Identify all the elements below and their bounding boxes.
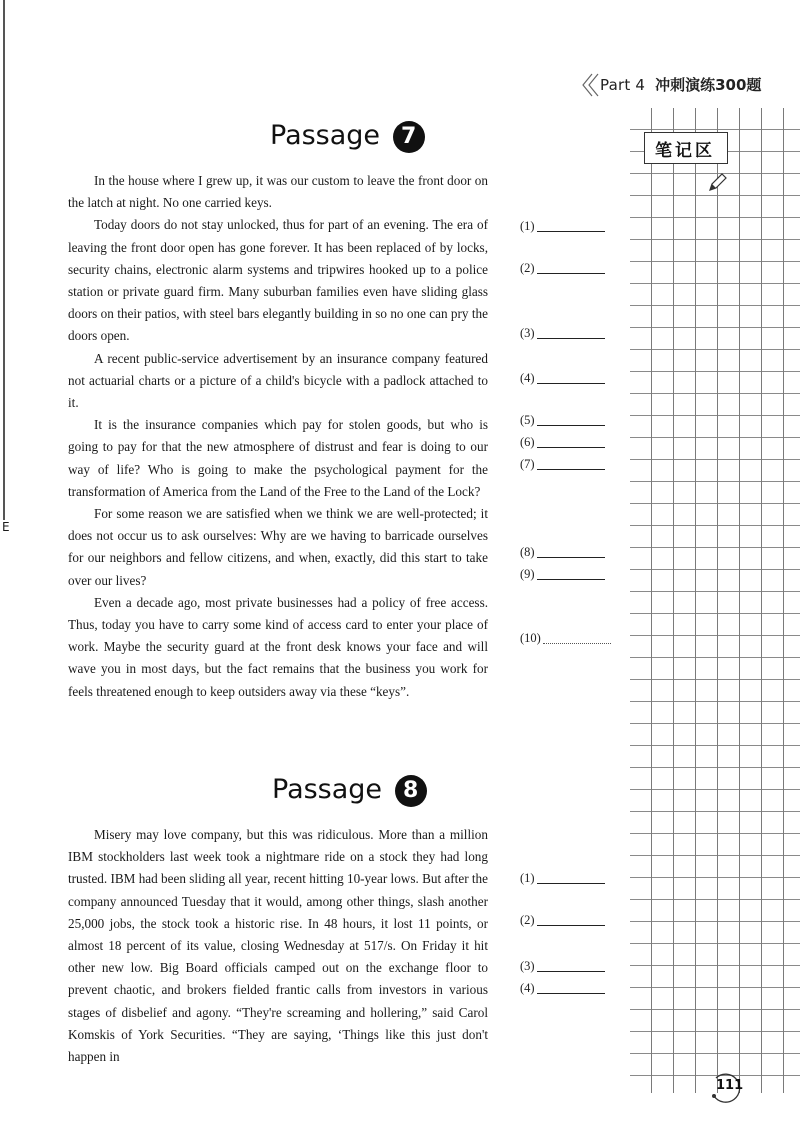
blank-number: (4) (520, 371, 535, 385)
pencil-icon (706, 172, 728, 194)
answer-blank[interactable] (520, 413, 605, 428)
blank-number: (10) (520, 631, 541, 645)
blank-line[interactable] (537, 993, 605, 994)
passage-7-number: 7 (393, 121, 425, 153)
blank-line[interactable] (537, 883, 605, 884)
passage-8-body (68, 824, 488, 1068)
answer-blank[interactable] (520, 435, 605, 450)
blank-line[interactable] (537, 579, 605, 580)
passage-7-paragraph: Even a decade ago, most private businesses had a policy of free access. Thus, today you have to carry some kind of access card to enter your place of work. Maybe the security guard at the front desk knows your face and will wave you in most days, but the fact remains that the business you work for feels threatened enough to keep outsiders away via these “keys”. (68, 594, 488, 699)
blank-number: (8) (520, 545, 535, 559)
blank-number: (1) (520, 871, 535, 885)
blank-line[interactable] (537, 425, 605, 426)
page-number: 111 (716, 1078, 744, 1093)
blank-number: (5) (520, 413, 535, 427)
answer-blank[interactable] (520, 261, 605, 276)
blank-line[interactable] (537, 925, 605, 926)
blank-line[interactable] (537, 338, 605, 339)
passage-7-title-text: Passage (270, 120, 381, 151)
blank-line[interactable] (537, 557, 605, 558)
blank-number: (4) (520, 981, 535, 995)
blank-line[interactable] (537, 231, 605, 232)
blank-number: (7) (520, 457, 535, 471)
blank-number: (3) (520, 959, 535, 973)
passage-8-number: 8 (395, 775, 427, 807)
passage-7-paragraph: In the house where I grew up, it was our custom to leave the front door on the latch at night. No one carried keys. (68, 173, 488, 211)
double-chevron-icon (578, 70, 602, 100)
answer-blank[interactable] (520, 567, 605, 582)
blank-line[interactable] (537, 273, 605, 274)
header-label (600, 74, 761, 95)
blank-number: (2) (520, 261, 535, 275)
answer-blank[interactable] (520, 545, 605, 560)
blank-number: (1) (520, 219, 535, 233)
answer-blank[interactable] (520, 371, 605, 386)
passage-7-paragraph: It is the insurance companies which pay for stolen goods, but who is going to pay for that the new atmosphere of distrust and fear is doing to our way of life? Who is going to make the psychological payment for the transformation of America from the Land of the Free to the Land of the Lock? (68, 417, 488, 499)
notes-label-box (644, 132, 728, 164)
blank-line[interactable] (537, 469, 605, 470)
answer-blank[interactable] (520, 631, 611, 646)
left-margin-rule (3, 0, 5, 520)
blank-number: (2) (520, 913, 535, 927)
answer-blank[interactable] (520, 981, 605, 996)
answer-blank[interactable] (520, 457, 605, 472)
passage-7-body (68, 170, 488, 703)
passage-7-paragraph: A recent public-service advertisement by an insurance company featured not actuarial charts or a picture of a child's bicycle with a padlock attached to it. (68, 350, 488, 411)
header-part: Part 4 (600, 76, 646, 94)
passage-8-paragraph: Misery may love company, but this was ridiculous. More than a million IBM stockholders last week took a nightmare ride on a stock they had long trusted. IBM had been sliding all year, recent hitting 10-year lows. But after the company announced Tuesday that it would, among other things, slash another 25,000 jobs, the stock took a historic rise. In 48 hours, it lost 11 points, or almost 18 percent of its value, closing Wednesday at 517/s. On Friday it hit other new low. Big Board officials camped out on the exchange floor to prevent chaotic, and brokers fielded frantic calls from investors in various stages of disbelief and agony. “They're screaming and hollering,” said Carol Komskis of York Securities. “They are saying, ‘Things like this just don't happen in (68, 827, 488, 1065)
header-subtitle: 冲刺演练300题 (655, 76, 762, 94)
left-margin-mark: E (2, 520, 10, 534)
answer-blank[interactable] (520, 913, 605, 928)
blank-number: (3) (520, 326, 535, 340)
answer-blank[interactable] (520, 219, 605, 234)
blank-line[interactable] (537, 447, 605, 448)
answer-blank[interactable] (520, 871, 605, 886)
blank-line[interactable] (543, 643, 611, 644)
blank-line[interactable] (537, 971, 605, 972)
blank-number: (9) (520, 567, 535, 581)
page-number-badge (708, 1070, 748, 1104)
blank-number: (6) (520, 435, 535, 449)
passage-8-title (272, 774, 427, 807)
blank-line[interactable] (537, 383, 605, 384)
notes-label: 笔记区 (655, 141, 715, 161)
answer-blank[interactable] (520, 959, 605, 974)
notes-grid (630, 108, 800, 1093)
passage-7-paragraph: Today doors do not stay unlocked, thus for part of an evening. The era of leaving the front door open has gone forever. It has been replaced of by locks, security chains, electronic alarm systems and tripwires hooked up to a police station or private guard firm. Many suburban families even have sliding glass doors on their patios, with steel bars elegantly building in so no one can pry the doors open. (68, 217, 488, 344)
passage-7-title (270, 120, 425, 153)
answer-blank[interactable] (520, 326, 605, 341)
page-header (578, 70, 800, 100)
passage-8-title-text: Passage (272, 774, 383, 805)
passage-7-paragraph: For some reason we are satisfied when we think we are well-protected; it does not occur us to ask ourselves: Why are we having to barricade ourselves for our neighbors and fellow citizens, and when, exactly, did this start to take over our lives? (68, 506, 488, 588)
